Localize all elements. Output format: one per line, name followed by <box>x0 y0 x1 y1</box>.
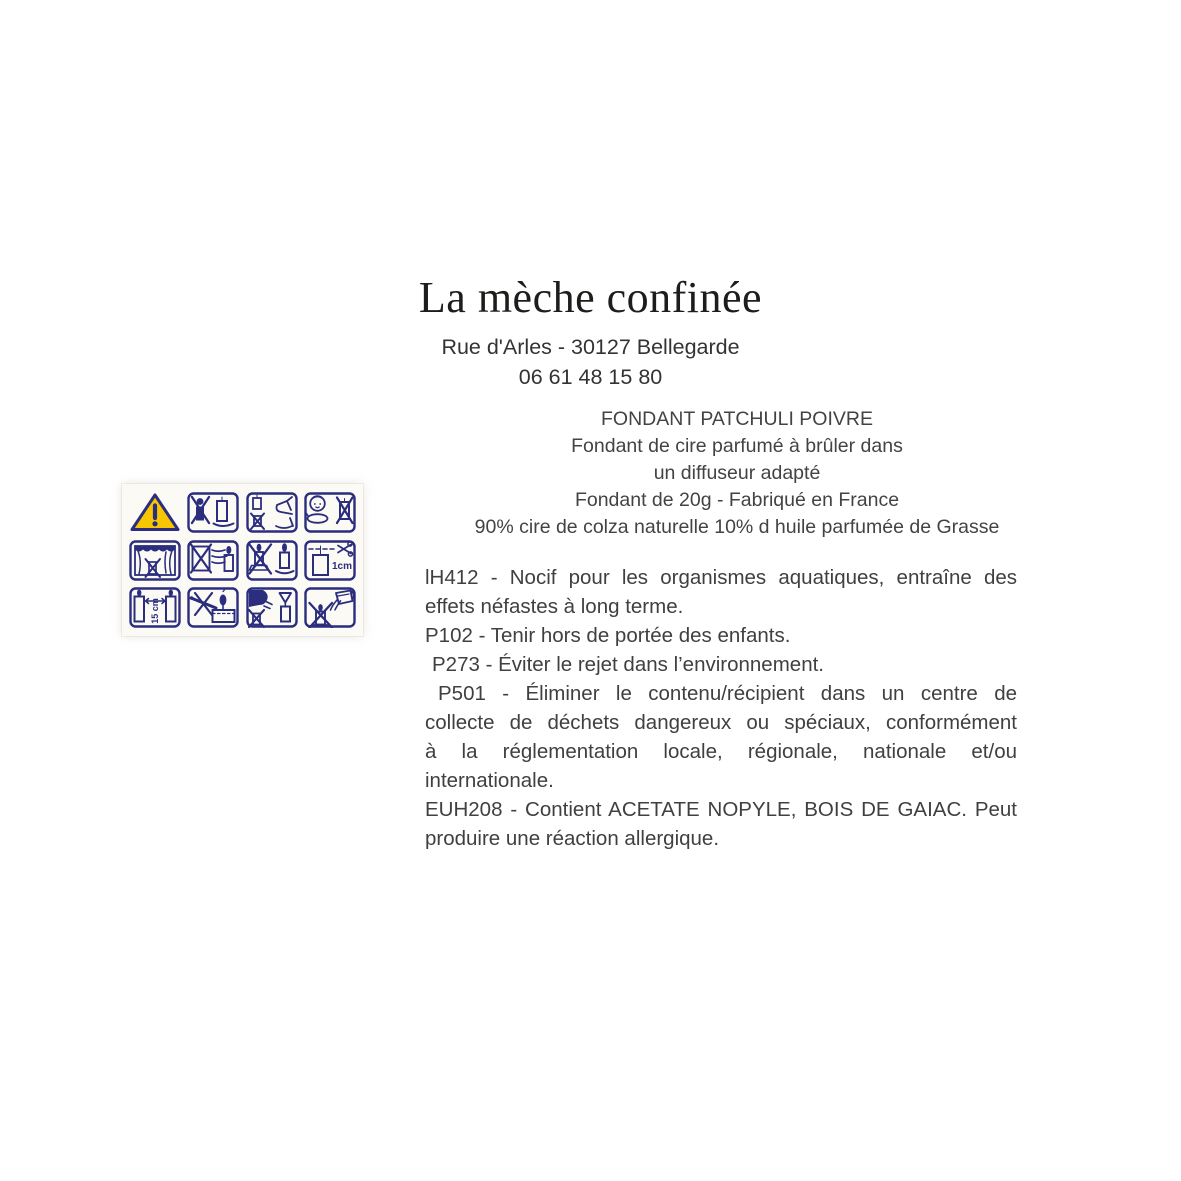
candle-spacing-label: 15 cm <box>150 598 160 624</box>
hazard-line: P273 - Éviter le rejet dans l’environnement. <box>432 653 824 676</box>
keep-away-from-children-and-pets-icon <box>304 492 356 533</box>
product-info <box>437 406 1037 541</box>
product-line: Fondant de cire parfumé à brûler dans <box>571 435 903 457</box>
product-name: FONDANT PATCHULI POIVRE <box>601 408 873 430</box>
hazard-statements <box>425 563 1017 853</box>
do-not-blow-out-use-a-snuffer-icon <box>246 587 298 628</box>
header <box>0 272 1181 392</box>
hazard-line: produire une réaction allergique. <box>425 827 720 850</box>
avoid-air-currents-icon <box>187 540 239 581</box>
never-leave-burning-candle-unattended-icon <box>187 492 239 533</box>
keep-away-from-curtains-and-drafts-icon <box>129 540 181 581</box>
hazard-line: effets néfastes à long terme. <box>425 595 684 618</box>
trim-wick-to-1cm-icon <box>304 540 356 581</box>
general-warning-icon <box>129 492 181 533</box>
hazard-line: P501 - Éliminer le contenu/récipient dans un centre de <box>438 682 1017 705</box>
product-line: 90% cire de colza naturelle 10% d huile parfumée de Grasse <box>474 516 1000 538</box>
product-line: Fondant de 20g - Fabriqué en France <box>574 489 900 511</box>
hazard-line: P102 - Tenir hors de portée des enfants. <box>425 624 791 647</box>
safety-pictograms-sticker <box>122 484 363 636</box>
keep-wax-pool-free-of-debris-icon <box>187 587 239 628</box>
never-extinguish-with-water-icon <box>304 587 356 628</box>
hazard-line: collecte de déchets dangereux ou spéciaux, conformément <box>425 711 1017 734</box>
hazard-line: EUH208 - Contient ACETATE NOPYLE, BOIS DE GAIAC. Peut <box>425 798 1017 821</box>
brand-title: La mèche confinée <box>418 273 763 322</box>
hazard-line: à la réglementation locale, régionale, nationale et/ou <box>425 740 1017 763</box>
keep-burning-candles-15cm-apart-icon <box>129 587 181 628</box>
do-not-move-a-burning-candle-icon <box>246 540 298 581</box>
hazard-line: internationale. <box>425 769 554 792</box>
hazard-line: lH412 - Nocif pour les organismes aquatiques, entraîne des <box>425 566 1017 589</box>
phone-number: 06 61 48 15 80 <box>518 365 663 389</box>
address-line: Rue d'Arles - 30127 Bellegarde <box>441 335 740 359</box>
product-line: un diffuseur adapté <box>653 462 821 484</box>
wick-trim-label: 1cm <box>331 560 352 572</box>
do-not-burn-near-flammable-objects-icon <box>246 492 298 533</box>
